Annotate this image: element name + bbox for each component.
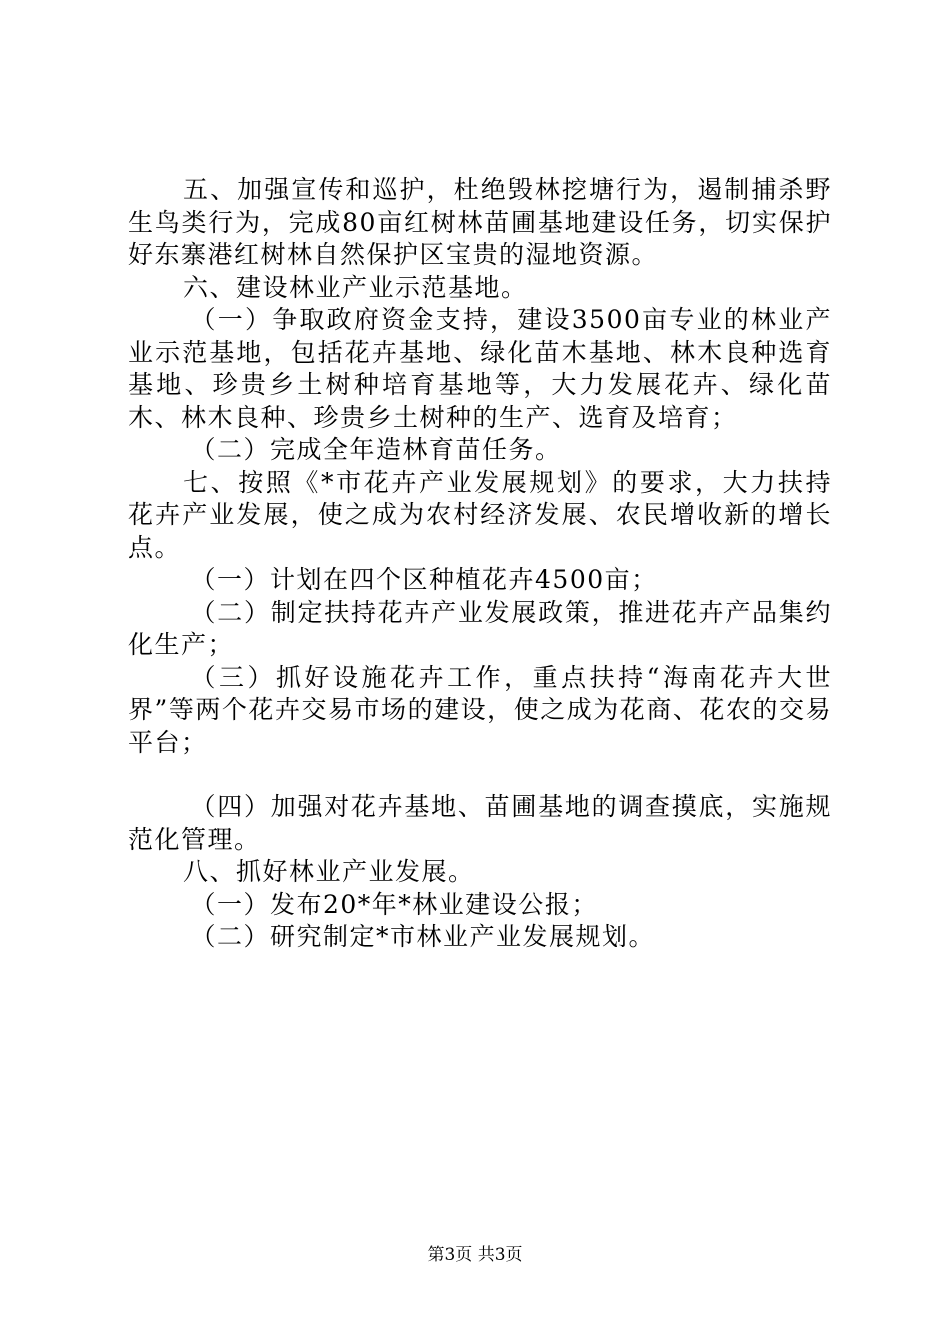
paragraph-section-7-item-2: （二）制定扶持花卉产业发展政策，推进花卉产品集约化生产； <box>128 597 832 659</box>
paragraph-section-8-item-1: （一）发布20*年*林业建设公报； <box>190 889 598 919</box>
paragraph-section-6-item-2: （二）完成全年造林育苗任务。 <box>190 435 562 464</box>
paragraph-section-7-item-4: （四）加强对花卉基地、苗圃基地的调查摸底，实施规范化管理。 <box>128 792 832 854</box>
page-number-footer: 第3页 共3页 <box>427 1245 523 1265</box>
paragraph-section-6-heading: 六、建设林业产业示范基地。 <box>183 272 528 302</box>
paragraph-section-7-item-1: （一）计划在四个区种植花卉4500亩； <box>190 565 658 594</box>
paragraph-section-8-item-2: （二）研究制定*市林业产业发展规划。 <box>190 922 656 951</box>
paragraph-section-5: 五、加强宣传和巡护，杜绝毁林挖塘行为，遏制捕杀野生鸟类行为，完成80亩红树林苗圃基地建设任务，切实保护好东寨港红树林自然保护区宝贵的湿地资源。 <box>128 175 832 269</box>
paragraph-section-6-item-1: （一）争取政府资金支持，建设3500亩专业的林业产业示范基地，包括花卉基地、绿化苗木基地、林木良种选育基地、珍贵乡土树种培育基地等，大力发展花卉、绿化苗木、林木良种、珍贵乡土树种的生产、选育及培育； <box>128 305 832 432</box>
paragraph-spacer <box>128 759 832 791</box>
paragraph-section-8-heading: 八、抓好林业产业发展。 <box>183 857 475 886</box>
paragraph-section-7-item-3: （三）抓好设施花卉工作，重点扶持“海南花卉大世界”等两个花卉交易市场的建设，使之成为花商、花农的交易平台； <box>128 662 832 757</box>
paragraph-section-7-heading: 七、按照《*市花卉产业发展规划》的要求，大力扶持花卉产业发展，使之成为农村经济发展、农民增收新的增长点。 <box>128 467 832 562</box>
document-body <box>128 174 832 954</box>
